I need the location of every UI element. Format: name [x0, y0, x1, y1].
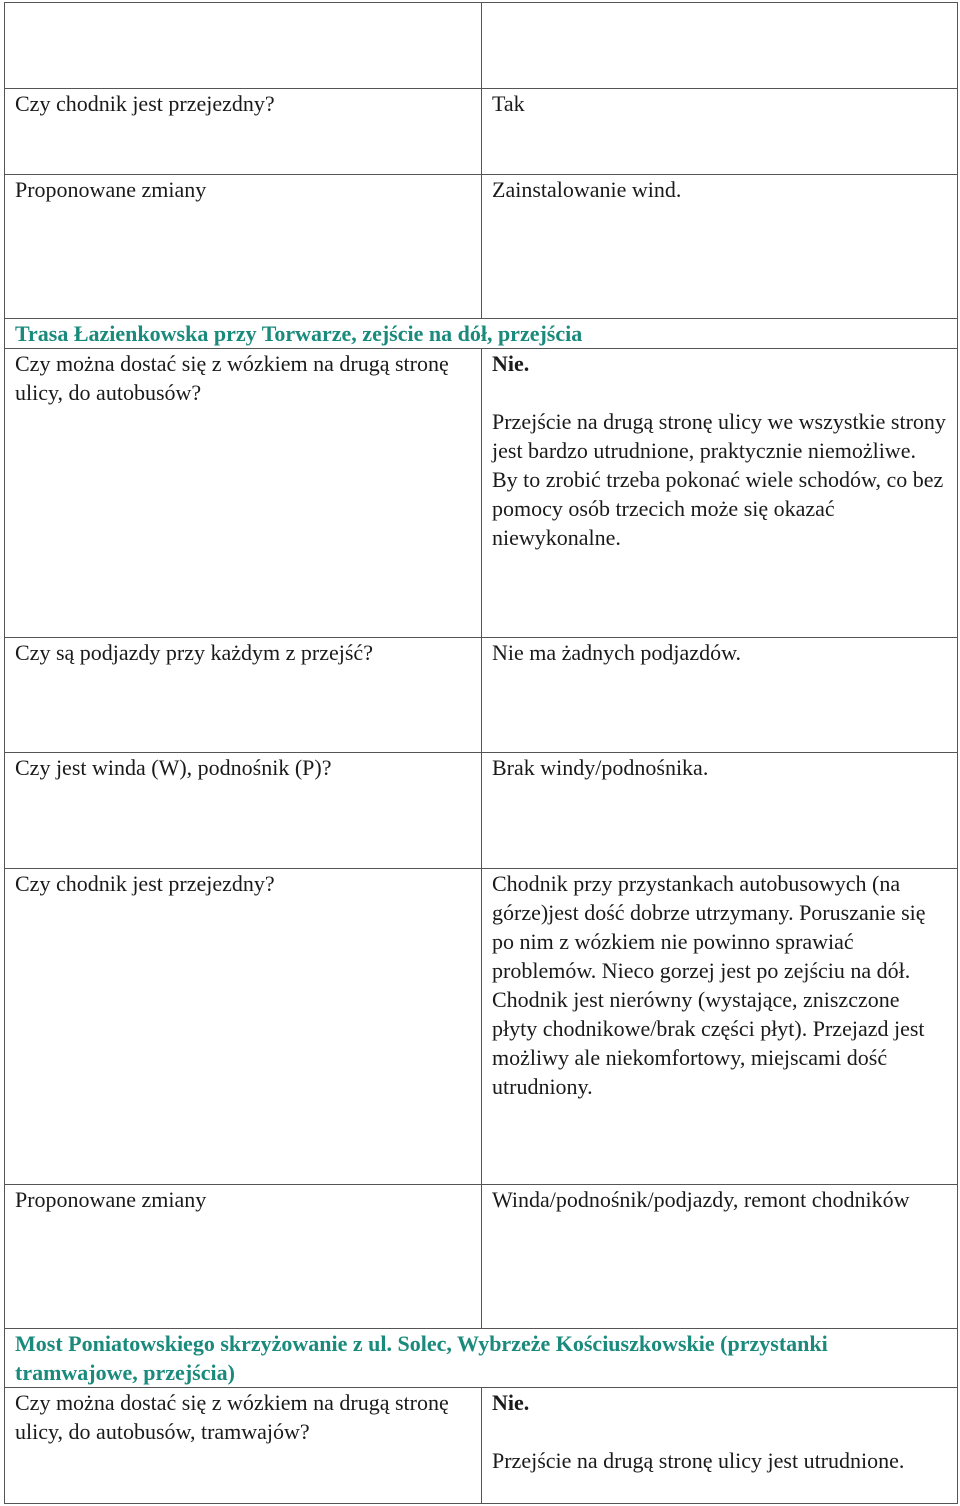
table-row [5, 175, 958, 319]
question-cell: Czy jest winda (W), podnośnik (P)? [5, 753, 482, 869]
question-cell: Czy można dostać się z wózkiem na drugą stronę ulicy, do autobusów? [5, 349, 482, 638]
answer-verdict: Nie. [492, 351, 530, 376]
table-row [5, 638, 958, 753]
question-cell: Czy można dostać się z wózkiem na drugą stronę ulicy, do autobusów, tramwajów? [5, 1388, 482, 1504]
question-cell: Proponowane zmiany [5, 1185, 482, 1329]
answer-verdict: Nie. [492, 1390, 530, 1415]
question-cell: Czy chodnik jest przejezdny? [5, 89, 482, 175]
section-heading: Trasa Łazienkowska przy Torwarze, zejście na dół, przejścia [5, 319, 958, 349]
question-cell: Czy są podjazdy przy każdym z przejść? [5, 638, 482, 753]
table-row [5, 89, 958, 175]
answer-cell: Tak [482, 89, 958, 175]
table-row [5, 753, 958, 869]
answer-cell: Brak windy/podnośnika. [482, 753, 958, 869]
table-row [5, 1388, 958, 1504]
answer-text: Przejście na drugą stronę ulicy jest utrudnione. [492, 1448, 905, 1473]
answer-text: Przejście na drugą stronę ulicy we wszystkie strony jest bardzo utrudnione, praktycznie niemożliwe. By to zrobić trzeba pokonać wiele schodów, co bez pomocy osób trzecich może się okazać niewykonalne. [492, 409, 946, 550]
answer-cell [482, 349, 958, 638]
table-row [5, 349, 958, 638]
table-row [5, 1185, 958, 1329]
answer-cell [482, 1388, 958, 1504]
answer-cell: Nie ma żadnych podjazdów. [482, 638, 958, 753]
question-cell: Czy chodnik jest przejezdny? [5, 869, 482, 1185]
answer-cell: Zainstalowanie wind. [482, 175, 958, 319]
table-row [5, 3, 958, 89]
question-cell: Proponowane zmiany [5, 175, 482, 319]
answer-cell [482, 3, 958, 89]
section-heading-row [5, 1329, 958, 1388]
table-row [5, 869, 958, 1185]
accessibility-table [4, 2, 958, 1504]
answer-cell: Winda/podnośnik/podjazdy, remont chodników [482, 1185, 958, 1329]
question-cell [5, 3, 482, 89]
section-heading: Most Poniatowskiego skrzyżowanie z ul. Solec, Wybrzeże Kościuszkowskie (przystanki tramwajowe, przejścia) [5, 1329, 958, 1388]
answer-cell: Chodnik przy przystankach autobusowych (na górze)jest dość dobrze utrzymany. Poruszanie się po nim z wózkiem nie powinno sprawiać problemów. Nieco gorzej jest po zejściu na dół. Chodnik jest nierówny (wystające, zniszczone płyty chodnikowe/brak części płyt). Przejazd jest możliwy ale niekomfortowy, miejscami dość utrudniony. [482, 869, 958, 1185]
section-heading-row [5, 319, 958, 349]
